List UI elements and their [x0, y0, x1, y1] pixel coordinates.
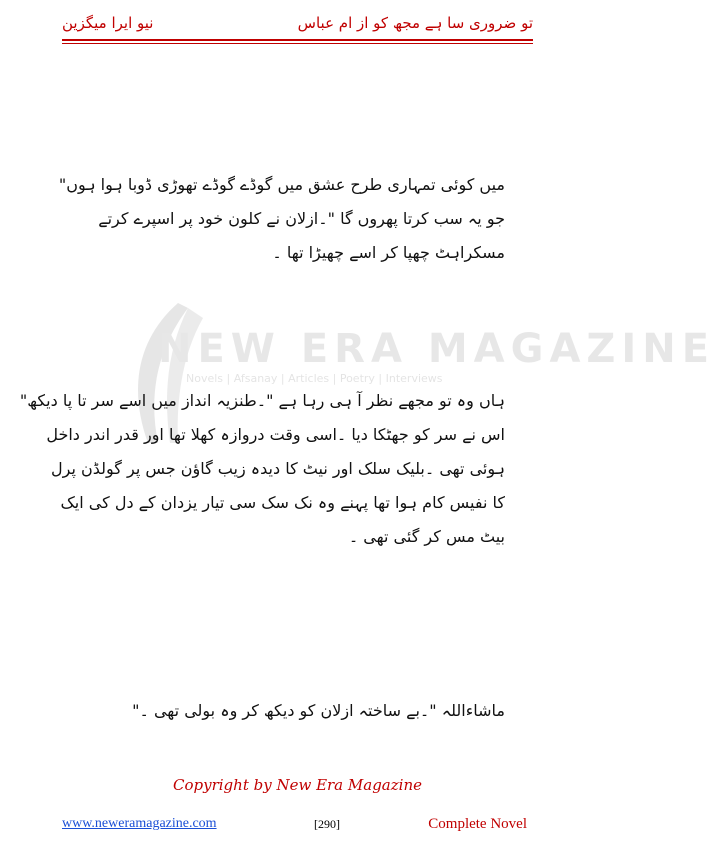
text-line: جو یہ سب کرتا پھروں گا "۔ازلان نے کلون خود پر اسپرے کرتے: [98, 209, 505, 228]
text-line: بیٹ مس کر گئی تھی ۔: [348, 527, 505, 546]
magazine-name: نیو ایرا میگزین: [62, 14, 154, 32]
paragraph-3: [92, 694, 505, 728]
text-line: کا نفیس کام ہوا تھا پہنے وہ نک سک سی تیار یزدان کے دل کی ایک: [60, 493, 505, 512]
copyright-notice: Copyright by New Era Magazine: [173, 776, 422, 794]
text-line: مسکراہٹ چھپا کر اسے چھیڑا تھا ۔: [272, 243, 505, 262]
text-line: ماشاءاللہ "۔بے ساختہ ازلان کو دیکھ کر وہ بولی تھی ۔": [132, 701, 505, 720]
text-line: اس نے سر کو جھٹکا دیا ۔اسی وقت دروازہ کھلا تھا اور قدر اندر داخل: [46, 425, 505, 444]
watermark-strip-text: Novels | Afsanay | Articles | Poetry | Interviews: [186, 372, 443, 385]
genre-label: Complete Novel: [428, 816, 527, 832]
website-link[interactable]: www.neweramagazine.com: [62, 816, 217, 831]
watermark-band-text: NEW ERA MAGAZINE: [158, 326, 715, 372]
page-header: [62, 8, 533, 38]
header-rule-thin: [62, 43, 533, 44]
text-line: ہاں وہ تو مجھے نظر آ ہی رہا ہے "۔طنزیہ انداز میں اسے سر تا پا دیکھ": [19, 391, 505, 410]
paragraph-1: [58, 168, 505, 270]
header-rule-thick: [62, 39, 533, 41]
page-footer: [62, 816, 533, 836]
paragraph-2: [19, 384, 505, 554]
novel-title-author: تو ضروری سا ہے مجھ کو از ام عباس: [297, 14, 533, 32]
text-line: میں کوئی تمہاری طرح عشق میں گوڈے گوڈے تھوڑی ڈوبا ہوا ہوں": [58, 175, 505, 194]
page-number: [290]: [314, 817, 340, 831]
text-line: ہوئی تھی ۔بلیک سلک اور نیٹ کا دیدہ زیب گاؤن جس پر گولڈن پرل: [51, 459, 505, 478]
